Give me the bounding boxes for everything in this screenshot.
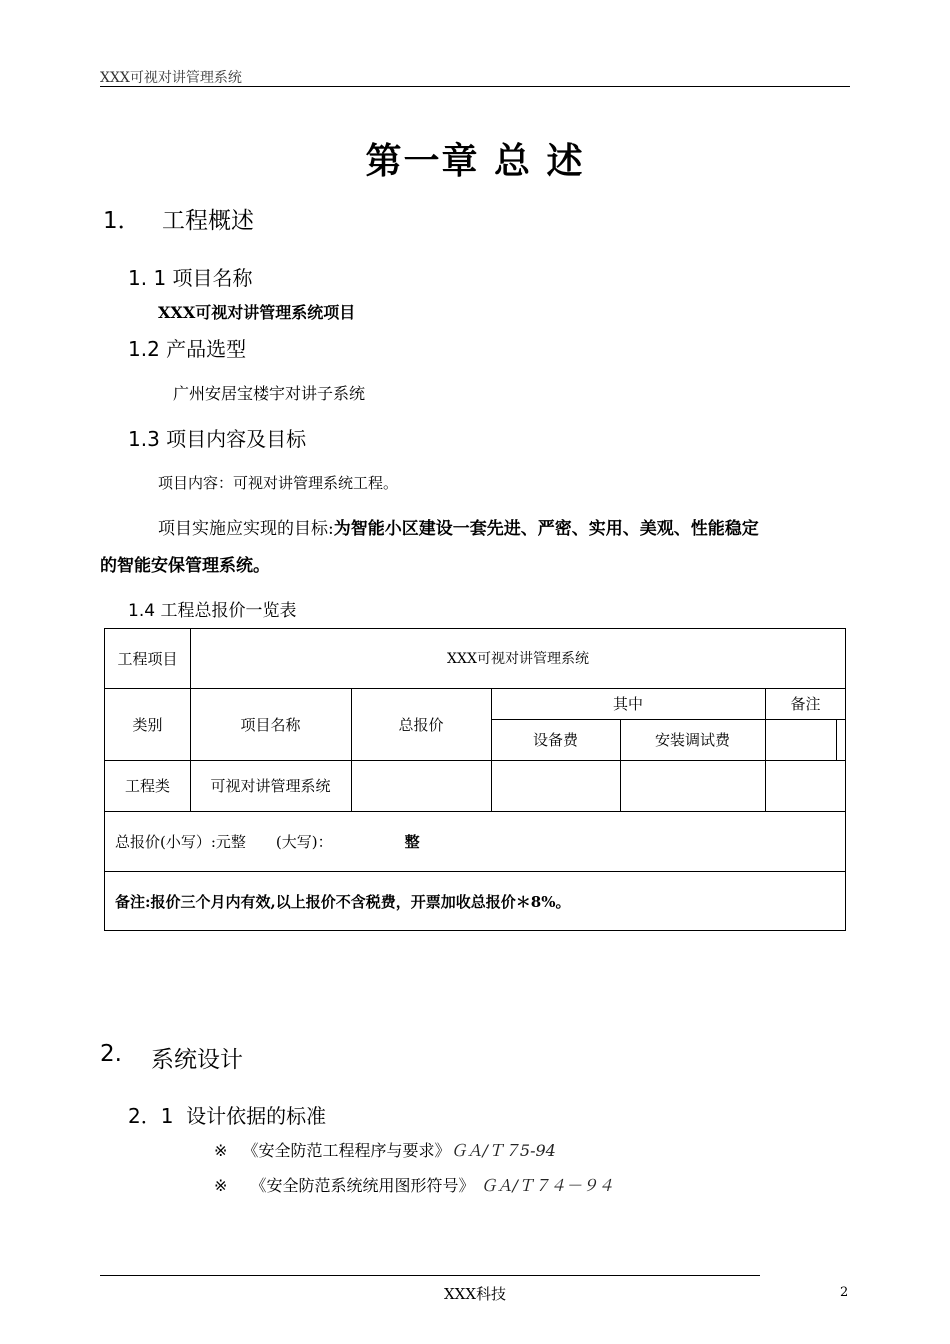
heading-1-4: 1.4 工程总报价一览表 xyxy=(128,601,297,621)
heading-1-1: 1. 1 项目名称 xyxy=(128,266,253,290)
standard-1-text: 《安全防范工程程序与要求》 xyxy=(242,1141,451,1160)
total-bold: 整 xyxy=(404,832,420,851)
cell-project-value: XXX可视对讲管理系统 xyxy=(447,651,589,667)
row-item-name: 可视对讲管理系统 xyxy=(210,777,331,795)
standard-1-code: ＧＡ/Ｔ７5-94 xyxy=(450,1141,556,1160)
note-row: 备注:报价三个月内有效,以上报价不含税费，开票加收总报价＊8%。 xyxy=(115,892,571,911)
standard-2-code: ＧＡ/Ｔ７４－９４ xyxy=(480,1176,614,1195)
project-name: XXX可视对讲管理系统项目 xyxy=(158,303,356,322)
total-row xyxy=(104,811,846,871)
section2-title: 系统设计 xyxy=(151,1047,243,1073)
header-title: XXX可视对讲管理系统 xyxy=(100,70,242,86)
goal-prefix: 项目实施应实现的目标: xyxy=(158,519,334,539)
project-content: 项目内容：可视对讲管理系统工程。 xyxy=(158,474,399,492)
chapter-title: 第一章 总 述 xyxy=(365,141,585,182)
standard-item-2 xyxy=(214,1173,614,1196)
section2-number: 2. xyxy=(100,1041,122,1067)
heading-1-3: 1.3 项目内容及目标 xyxy=(128,427,307,451)
goal-bold-line1: 为智能小区建设一套先进、严密、实用、美观、性能稳定 xyxy=(333,519,759,539)
bullet-1: ※ xyxy=(214,1141,228,1160)
footer-company: XXX科技 xyxy=(443,1285,507,1303)
heading-2-1: 2．1 设计依据的标准 xyxy=(128,1104,327,1128)
col-total: 总报价 xyxy=(398,715,444,734)
total-text: 总报价(小写）:元整 (大写)： xyxy=(115,832,333,851)
col-remark: 备注 xyxy=(790,695,821,713)
col-category: 类别 xyxy=(132,715,163,734)
page-number: 2 xyxy=(840,1285,849,1300)
bullet-2: ※ xyxy=(214,1176,228,1195)
col-among: 其中 xyxy=(612,695,643,713)
row-category: 工程类 xyxy=(124,777,170,795)
header-rule xyxy=(100,86,850,87)
cell-project-label: 工程项目 xyxy=(117,649,178,668)
goal-bold-line2: 的智能安保管理系统。 xyxy=(100,556,270,576)
standard-2-text: 《安全防范系统统用图形符号》 xyxy=(250,1176,475,1195)
heading-1-2: 1.2 产品选型 xyxy=(128,337,247,361)
col-install: 安装调试费 xyxy=(654,731,730,749)
col-item-name: 项目名称 xyxy=(240,715,301,734)
footer-rule xyxy=(100,1275,760,1276)
project-goal xyxy=(158,514,759,539)
product-selection: 广州安居宝楼宇对讲子系统 xyxy=(173,384,366,403)
section1-number: 1． xyxy=(103,208,141,234)
col-equipment: 设备费 xyxy=(532,731,578,749)
standard-item-1 xyxy=(214,1138,556,1161)
section1-title: 工程概述 xyxy=(162,208,254,234)
